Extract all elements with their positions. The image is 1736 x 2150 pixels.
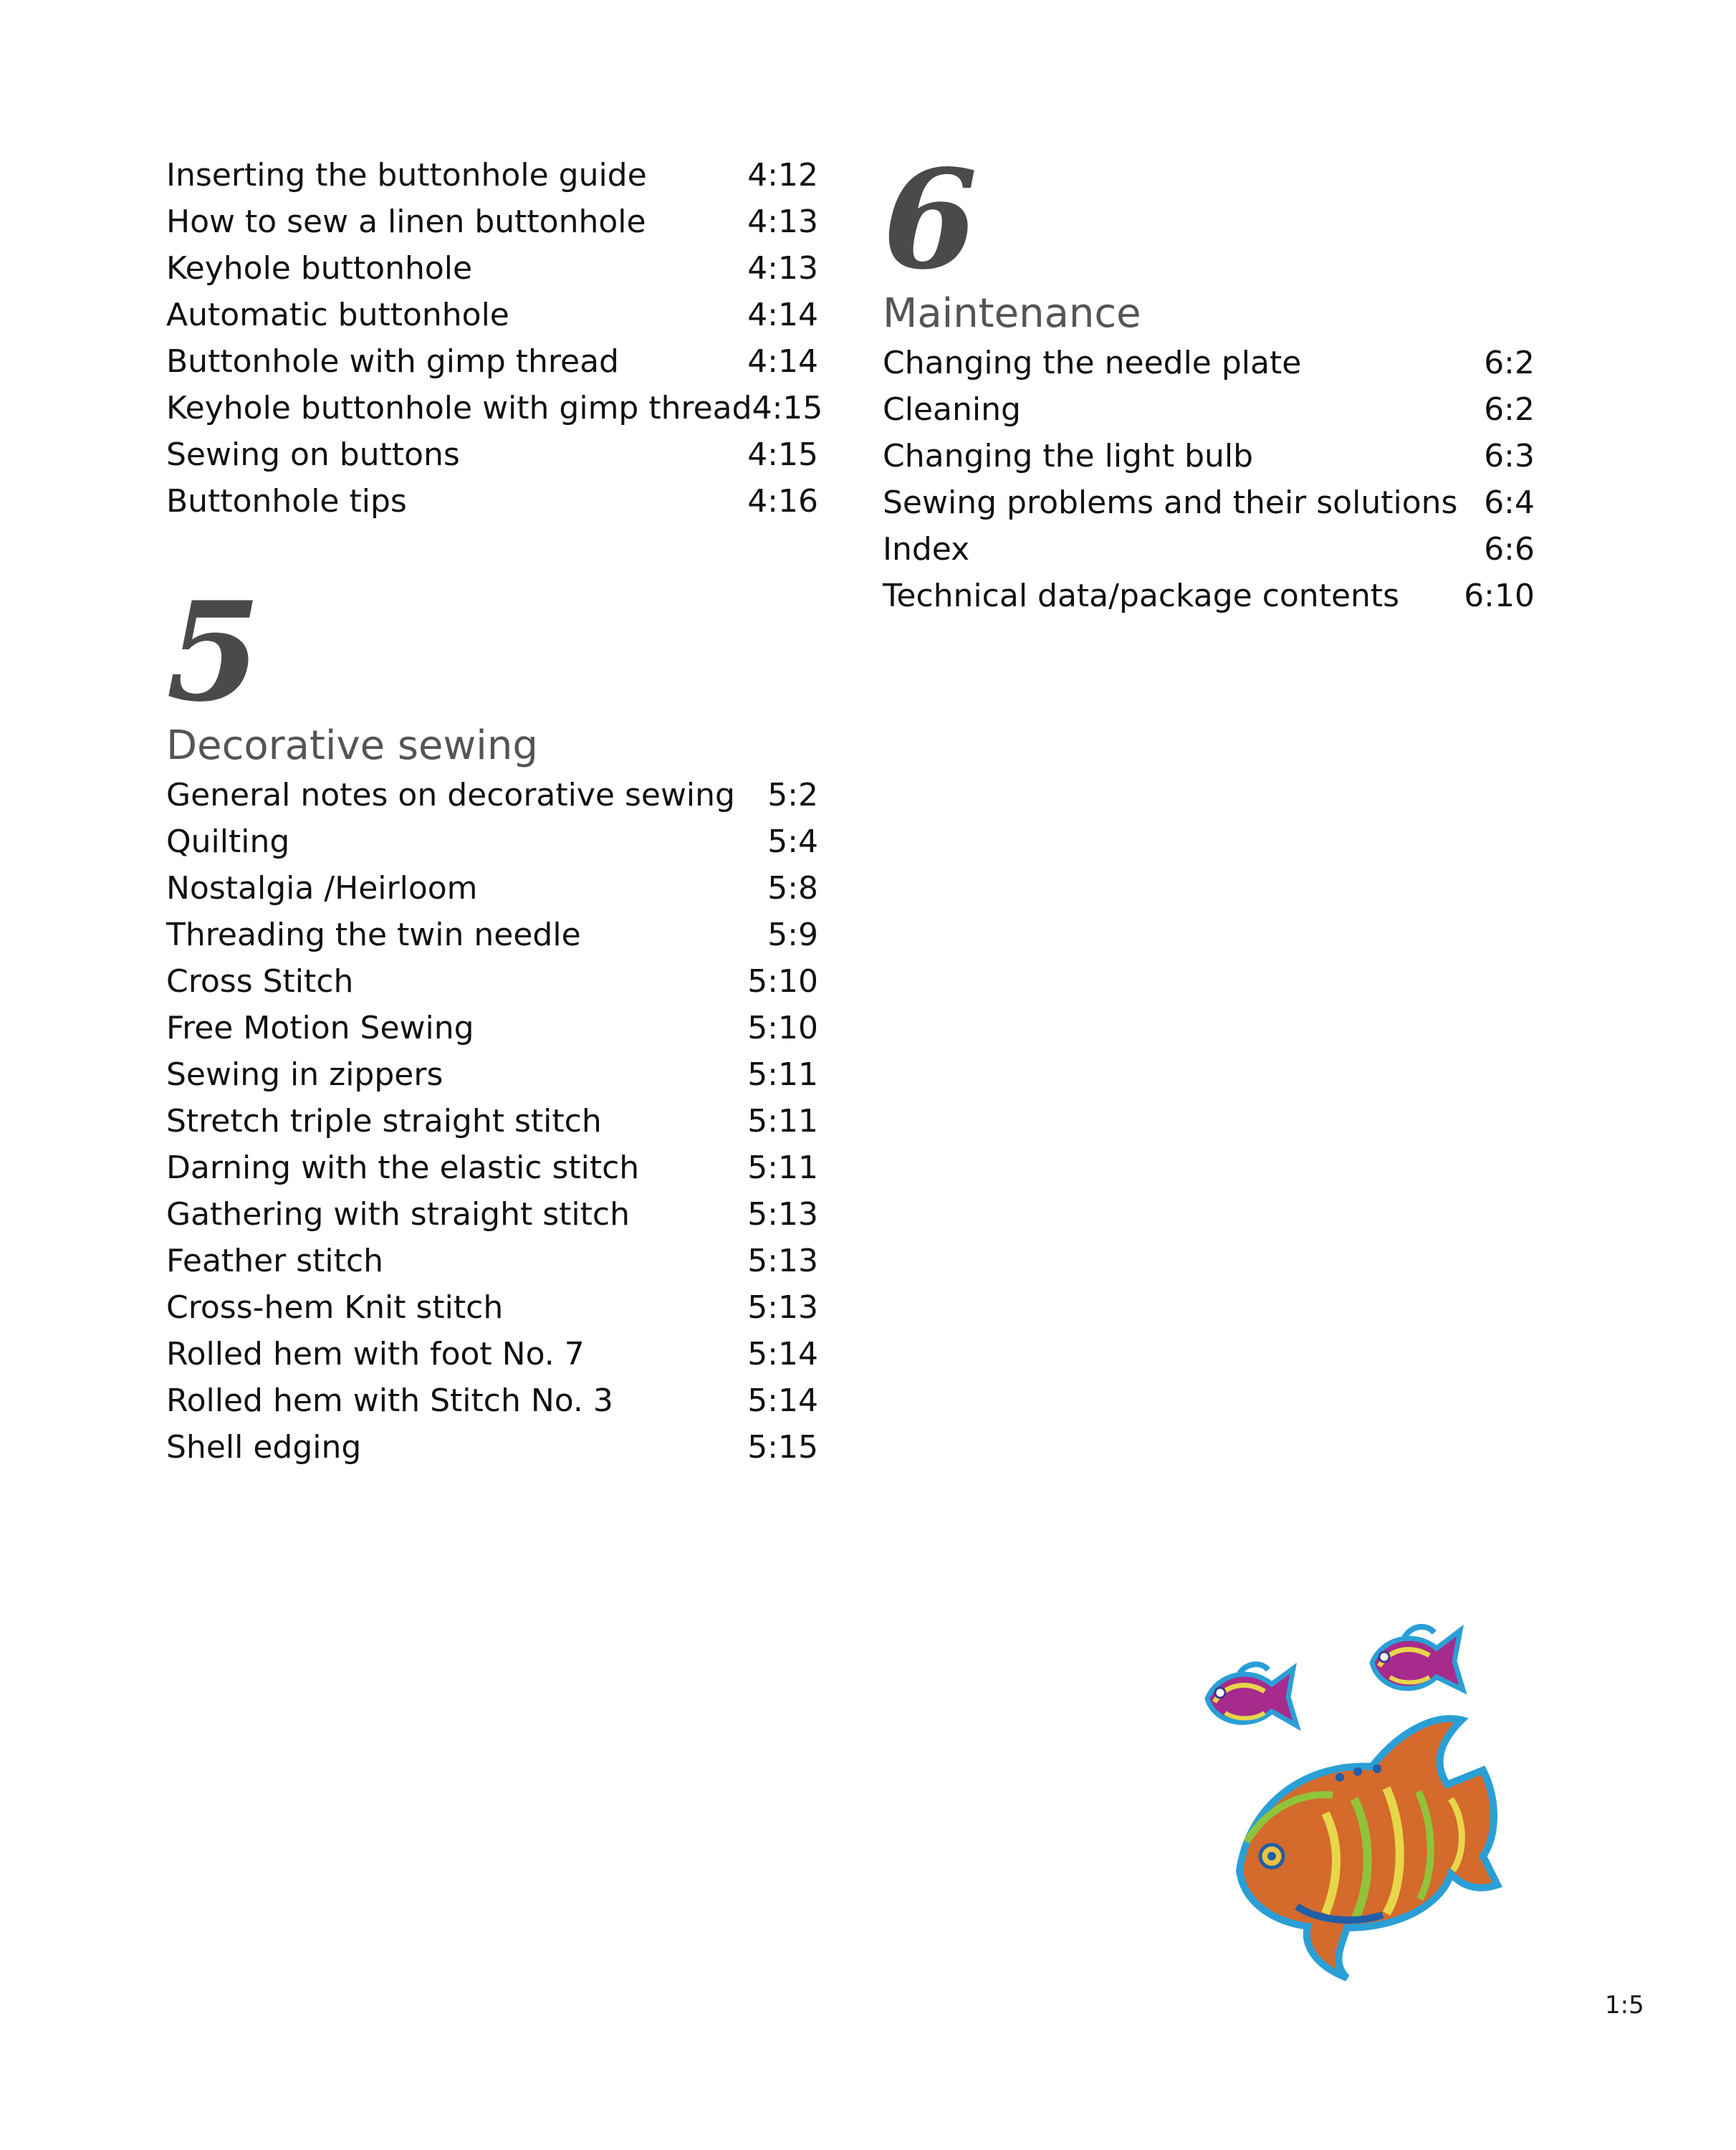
toc-entry-title: Technical data/package contents: [883, 578, 1400, 614]
section6-toc: [883, 140, 1535, 619]
toc-entry-title: Shell edging: [166, 1429, 362, 1466]
toc-entry-title: Threading the twin needle: [166, 917, 581, 953]
toc-entry-page: 5:10: [747, 1010, 818, 1046]
toc-entry[interactable]: [166, 958, 818, 1005]
section5-toc: [166, 572, 818, 1471]
toc-entry-title: Keyhole buttonhole: [166, 250, 473, 287]
fish-embroidery-icon: [1125, 1605, 1533, 1985]
toc-entry[interactable]: [883, 340, 1535, 386]
section6-entry-list: [883, 340, 1535, 619]
toc-entry-title: Cleaning: [883, 391, 1021, 428]
toc-entry[interactable]: [166, 1191, 818, 1238]
toc-entry-page: 5:10: [747, 963, 818, 1000]
toc-entry-page: 4:15: [752, 390, 823, 426]
section4-toc: [166, 152, 823, 525]
toc-entry-page: 5:11: [747, 1150, 818, 1186]
toc-entry-title: Darning with the elastic stitch: [166, 1150, 640, 1186]
toc-entry-page: 6:4: [1484, 484, 1535, 521]
toc-entry-title: Free Motion Sewing: [166, 1010, 474, 1046]
toc-entry[interactable]: [883, 573, 1535, 619]
toc-entry-page: 5:13: [747, 1289, 818, 1326]
toc-entry-title: Nostalgia /Heirloom: [166, 870, 478, 907]
toc-entry-page: 4:12: [747, 157, 818, 194]
toc-entry-page: 5:2: [767, 777, 818, 813]
toc-entry[interactable]: [166, 1051, 818, 1098]
section4-entry-list: [166, 152, 823, 525]
toc-entry[interactable]: [166, 865, 818, 912]
toc-entry-title: Sewing on buttons: [166, 436, 460, 473]
chapter-title: Maintenance: [883, 290, 1141, 337]
toc-entry-title: Changing the light bulb: [883, 438, 1254, 474]
section5-entry-list: [166, 772, 818, 1471]
toc-entry-page: 6:2: [1484, 345, 1535, 381]
toc-entry[interactable]: [166, 385, 823, 431]
toc-entry[interactable]: [166, 152, 818, 199]
toc-entry[interactable]: [166, 1145, 818, 1191]
toc-entry[interactable]: [166, 1424, 818, 1471]
toc-entry-title: Keyhole buttonhole with gimp thread: [166, 390, 752, 426]
toc-entry-page: 5:13: [747, 1243, 818, 1279]
toc-entry-page: 5:14: [747, 1336, 818, 1372]
toc-entry-page: 5:9: [767, 917, 818, 953]
toc-entry-page: 5:4: [767, 823, 818, 860]
toc-entry-page: 5:8: [767, 870, 818, 907]
toc-entry-page: 4:14: [747, 297, 818, 333]
toc-entry-title: Automatic buttonhole: [166, 297, 509, 333]
toc-entry-title: Sewing in zippers: [166, 1056, 443, 1093]
toc-entry-title: Buttonhole with gimp thread: [166, 343, 619, 380]
toc-entry[interactable]: [883, 479, 1535, 526]
toc-entry-title: Stretch triple straight stitch: [166, 1103, 602, 1140]
toc-entry-page: 5:11: [747, 1056, 818, 1093]
toc-entry[interactable]: [166, 1005, 818, 1051]
toc-entry-title: Cross-hem Knit stitch: [166, 1289, 504, 1326]
toc-entry-page: 5:15: [747, 1429, 818, 1466]
toc-entry[interactable]: [166, 338, 818, 385]
small-fish-left: [1207, 1664, 1297, 1726]
toc-entry[interactable]: [166, 1238, 818, 1284]
toc-entry[interactable]: [166, 478, 818, 525]
toc-entry[interactable]: [166, 292, 818, 338]
toc-entry[interactable]: [166, 1331, 818, 1377]
toc-entry-title: Feather stitch: [166, 1243, 383, 1279]
toc-entry-page: 5:13: [747, 1196, 818, 1233]
toc-entry-page: 6:10: [1464, 578, 1535, 614]
toc-entry-page: 6:6: [1484, 531, 1535, 568]
toc-entry[interactable]: [883, 433, 1535, 479]
toc-entry[interactable]: [166, 1377, 818, 1424]
toc-entry-title: Inserting the buttonhole guide: [166, 157, 647, 194]
toc-entry-title: Quilting: [166, 823, 290, 860]
toc-entry-title: Cross Stitch: [166, 963, 354, 1000]
toc-entry[interactable]: [166, 245, 818, 292]
toc-entry-title: Rolled hem with foot No. 7: [166, 1336, 585, 1372]
toc-entry-title: Rolled hem with Stitch No. 3: [166, 1382, 613, 1419]
toc-entry[interactable]: [166, 818, 818, 865]
toc-entry-page: 4:15: [747, 436, 818, 473]
toc-entry-title: How to sew a linen buttonhole: [166, 204, 646, 240]
toc-entry-title: Index: [883, 531, 970, 568]
toc-entry[interactable]: [883, 526, 1535, 573]
small-fish-right: [1372, 1627, 1463, 1690]
toc-entry-title: General notes on decorative sewing: [166, 777, 735, 813]
toc-entry-title: Buttonhole tips: [166, 483, 407, 520]
toc-entry[interactable]: [166, 912, 818, 958]
chapter-title: Decorative sewing: [166, 722, 538, 769]
chapter-number: 5: [166, 572, 262, 732]
toc-entry[interactable]: [166, 199, 818, 245]
toc-entry-page: 6:2: [1484, 391, 1535, 428]
toc-entry-title: Changing the needle plate: [883, 345, 1302, 381]
toc-entry-page: 4:16: [747, 483, 818, 520]
toc-entry[interactable]: [166, 1098, 818, 1145]
big-fish: [1239, 1719, 1497, 1978]
toc-entry[interactable]: [166, 1284, 818, 1331]
toc-entry-page: 4:13: [747, 204, 818, 240]
toc-entry-page: 4:13: [747, 250, 818, 287]
toc-entry-title: Sewing problems and their solutions: [883, 484, 1458, 521]
page-number: 1:5: [1605, 1991, 1644, 2020]
toc-entry-page: 6:3: [1484, 438, 1535, 474]
toc-entry-page: 4:14: [747, 343, 818, 380]
toc-entry[interactable]: [166, 431, 818, 478]
toc-entry-page: 5:11: [747, 1103, 818, 1140]
toc-entry[interactable]: [166, 772, 818, 818]
chapter-number: 6: [883, 140, 978, 300]
toc-entry-page: 5:14: [747, 1382, 818, 1419]
toc-entry-title: Gathering with straight stitch: [166, 1196, 630, 1233]
toc-entry[interactable]: [883, 386, 1535, 433]
